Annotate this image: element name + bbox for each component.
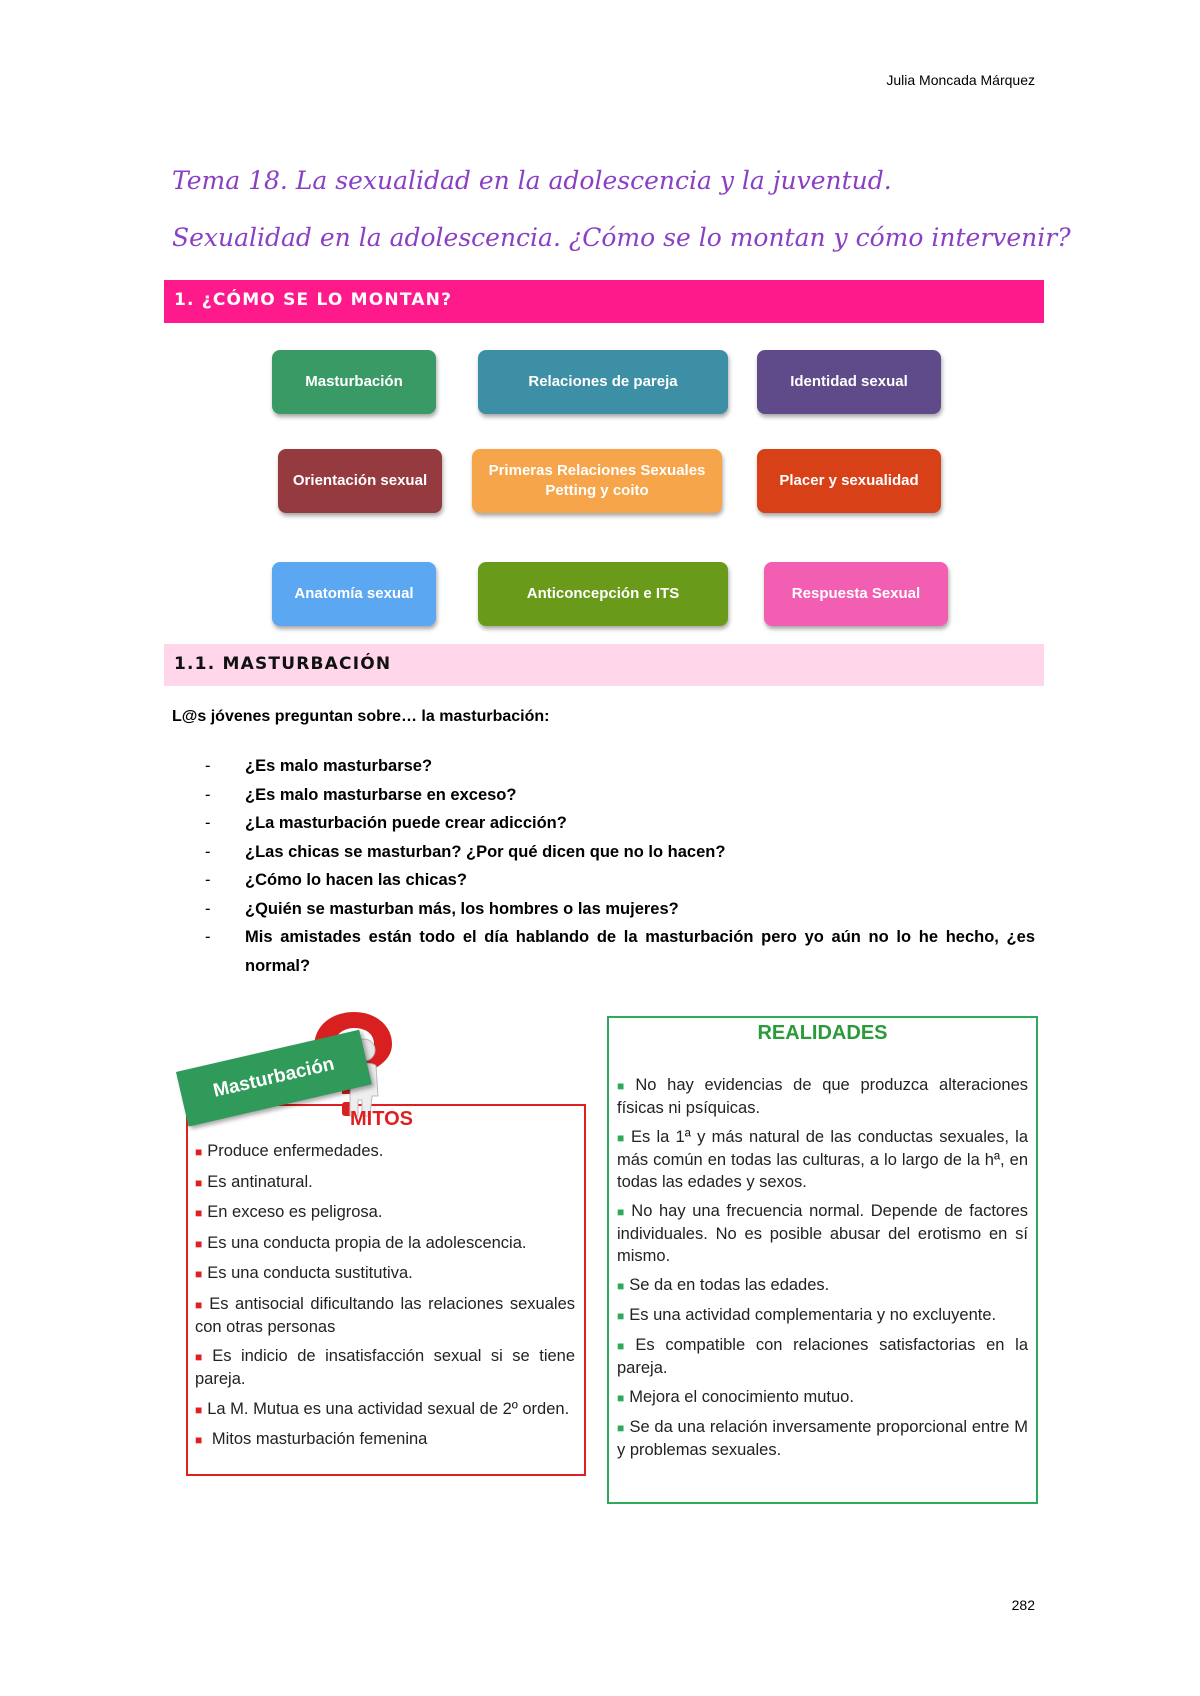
list-item: - ¿Es malo masturbarse? (205, 757, 433, 775)
list-item: ■ Es la 1ª y más natural de las conductas sexuales, la más común en todas las culturas, a lo largo de la hª, en todas las edades y sexos. (617, 1128, 1029, 1191)
intro-text: L@s jóvenes preguntan sobre… la masturbación: (172, 708, 550, 725)
list-item: - Mis amistades están todo el día hablando de la masturbación pero yo aún no lo he hecho, ¿es normal? (205, 928, 1035, 975)
topic-primeras-relaciones: Primeras Relaciones Sexuales Petting y coito (472, 449, 722, 513)
list-item: ■ Mitos masturbación femenina (195, 1430, 428, 1448)
topic-masturbacion: Masturbación (272, 350, 436, 414)
topic-relaciones-pareja: Relaciones de pareja (478, 350, 728, 414)
mitos-tag: Masturbación (176, 1030, 372, 1127)
list-item: ■ Es una conducta sustitutiva. (195, 1264, 413, 1282)
page-number: 282 (1011, 1597, 1035, 1613)
topic-anticoncepcion-its: Anticoncepción e ITS (478, 562, 728, 626)
chapter-title: Tema 18. La sexualidad en la adolescencia y la juventud. (172, 166, 892, 195)
list-item: ■ En exceso es peligrosa. (195, 1203, 383, 1221)
topic-placer-sexualidad: Placer y sexualidad (757, 449, 941, 513)
list-item: - ¿Cómo lo hacen las chicas? (205, 871, 467, 889)
chapter-subtitle: Sexualidad en la adolescencia. ¿Cómo se lo montan y cómo intervenir? (172, 223, 1071, 252)
list-item: ■ Se da una relación inversamente proporcional entre M y problemas sexuales. (617, 1418, 1028, 1459)
list-item: ■ Produce enfermedades. (195, 1142, 384, 1160)
mitos-title: MITOS (350, 1108, 413, 1130)
list-item: ■ No hay una frecuencia normal. Depende de factores individuales. No es posible abusar del erotismo en sí mismo. (617, 1202, 1028, 1265)
list-item: ■ Es una conducta propia de la adolescencia. (195, 1233, 527, 1252)
section-heading-1: 1. ¿CÓMO SE LO MONTAN? (164, 280, 1044, 323)
topic-respuesta-sexual: Respuesta Sexual (764, 562, 948, 626)
topic-orientacion-sexual: Orientación sexual (278, 449, 442, 513)
list-item: ■ Es compatible con relaciones satisfactorias en la pareja. (617, 1336, 1028, 1377)
realidades-list (617, 1074, 1028, 1468)
topic-identidad-sexual: Identidad sexual (757, 350, 941, 414)
list-item: ■ Es una actividad complementaria y no excluyente. (617, 1306, 997, 1324)
list-item: - ¿Las chicas se masturban? ¿Por qué dicen que no lo hacen? (205, 842, 726, 861)
list-item: - ¿La masturbación puede crear adicción? (205, 814, 567, 832)
list-item: - ¿Quién se masturban más, los hombres o las mujeres? (205, 899, 679, 918)
questions-list (205, 752, 1035, 980)
list-item: ■ Es indicio de insatisfacción sexual si se tiene pareja. (195, 1347, 576, 1388)
list-item: ■ Es antisocial dificultando las relaciones sexuales con otras personas (195, 1294, 575, 1336)
list-item: ■ Es antinatural. (195, 1172, 313, 1191)
list-item: ■ Mejora el conocimiento mutuo. (617, 1388, 854, 1406)
topic-anatomia-sexual: Anatomía sexual (272, 562, 436, 626)
list-item: ■ Se da en todas las edades. (617, 1276, 830, 1294)
mitos-list (195, 1140, 575, 1459)
list-item: - ¿Es malo masturbarse en exceso? (205, 785, 517, 804)
section-heading-1-1: 1.1. MASTURBACIÓN (164, 644, 1044, 686)
author-name: Julia Moncada Márquez (886, 72, 1035, 88)
list-item: ■ La M. Mutua es una actividad sexual de 2º orden. (195, 1399, 570, 1418)
list-item: ■ No hay evidencias de que produzca alteraciones físicas ni psíquicas. (617, 1076, 1028, 1117)
realidades-title: REALIDADES (757, 1022, 888, 1044)
